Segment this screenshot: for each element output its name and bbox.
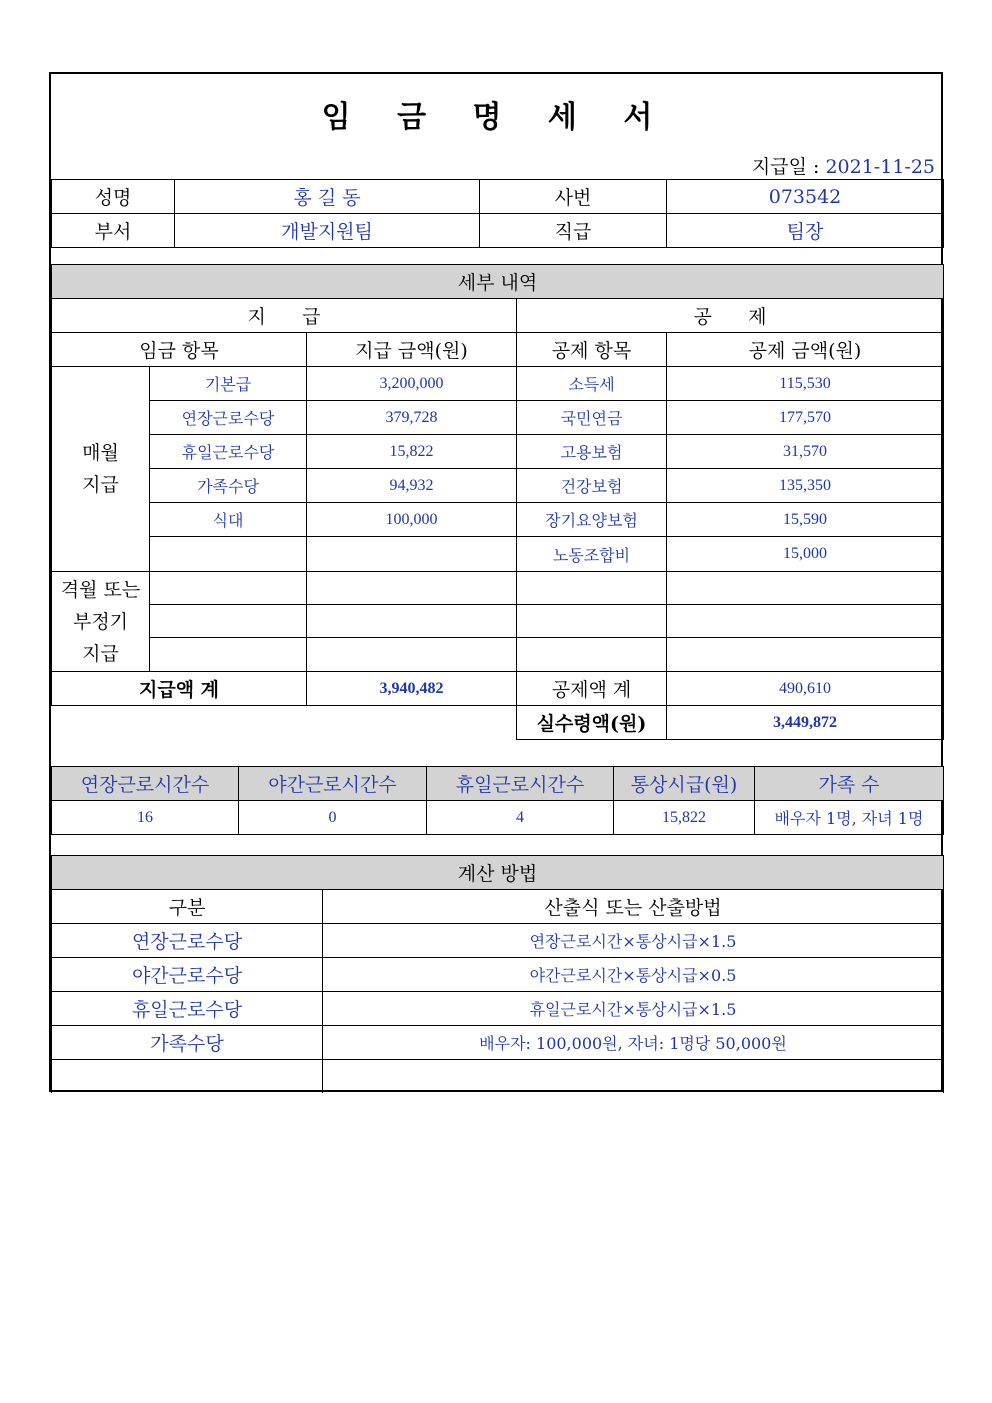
hours-value: 16 <box>52 801 239 835</box>
deduct-item-amount: 115,530 <box>667 367 944 401</box>
pay-item-name: 기본급 <box>150 367 307 401</box>
monthly-pay-label: 매월 지급 <box>52 367 150 572</box>
empty-cell <box>667 572 944 605</box>
pay-date-label: 지급일 : <box>751 156 826 178</box>
col-pay-amount: 지급 금액(원) <box>307 333 517 367</box>
total-pay-label: 지급액 계 <box>52 672 307 706</box>
net-pay-amount: 3,449,872 <box>667 706 944 740</box>
employee-rank: 팀장 <box>667 214 944 248</box>
pay-item-amount: 94,932 <box>307 469 517 503</box>
details-table <box>51 264 944 740</box>
empty-cell <box>667 605 944 638</box>
col-pay-item: 임금 항목 <box>52 333 307 367</box>
deduct-item-name: 장기요양보험 <box>517 503 667 537</box>
calc-type: 야간근로수당 <box>52 958 323 992</box>
calc-col-formula: 산출식 또는 산출방법 <box>323 890 944 924</box>
dept-label: 부서 <box>52 214 175 248</box>
col-deduct-item: 공제 항목 <box>517 333 667 367</box>
pay-item-name: 가족수당 <box>150 469 307 503</box>
empty-cell <box>517 605 667 638</box>
irregular-pay-label: 격월 또는 부정기 지급 <box>52 572 150 672</box>
calc-formula: 야간근로시간×통상시급×0.5 <box>323 958 944 992</box>
empty-cell <box>307 537 517 572</box>
pay-item-amount: 15,822 <box>307 435 517 469</box>
deduct-item-amount: 135,350 <box>667 469 944 503</box>
calc-type: 연장근로수당 <box>52 924 323 958</box>
deduct-item-name: 노동조합비 <box>517 537 667 572</box>
col-deduct-amount: 공제 금액(원) <box>667 333 944 367</box>
deduct-item-name: 국민연금 <box>517 401 667 435</box>
deduct-header: 공 제 <box>517 299 944 333</box>
empty-cell <box>667 638 944 672</box>
empty-cell <box>52 1060 323 1093</box>
deduct-item-amount: 15,590 <box>667 503 944 537</box>
empty-cell <box>307 605 517 638</box>
net-pay-label: 실수령액(원) <box>517 706 667 740</box>
deduct-item-name: 소득세 <box>517 367 667 401</box>
employee-name: 홍 길 동 <box>175 180 480 214</box>
empty-cell <box>150 605 307 638</box>
total-deduct-label: 공제액 계 <box>517 672 667 706</box>
pay-item-amount: 3,200,000 <box>307 367 517 401</box>
rank-label: 직급 <box>480 214 667 248</box>
calc-formula: 배우자: 100,000원, 자녀: 1명당 50,000원 <box>323 1026 944 1060</box>
pay-header: 지 급 <box>52 299 517 333</box>
name-label: 성명 <box>52 180 175 214</box>
pay-item-name: 휴일근로수당 <box>150 435 307 469</box>
deduct-item-amount: 15,000 <box>667 537 944 572</box>
details-section-title: 세부 내역 <box>52 265 944 299</box>
empty-cell <box>150 638 307 672</box>
deduct-item-name: 건강보험 <box>517 469 667 503</box>
hours-header: 통상시급(원) <box>614 767 755 801</box>
employee-info-table <box>51 179 944 248</box>
pay-item-amount: 100,000 <box>307 503 517 537</box>
pay-item-name: 식대 <box>150 503 307 537</box>
calc-table <box>51 855 944 1093</box>
empty-cell <box>52 706 517 740</box>
calc-type: 가족수당 <box>52 1026 323 1060</box>
empty-cell <box>307 638 517 672</box>
payslip-frame <box>49 72 943 1092</box>
hours-table <box>51 766 944 835</box>
empty-cell <box>323 1060 944 1093</box>
hours-value: 4 <box>427 801 614 835</box>
deduct-item-amount: 177,570 <box>667 401 944 435</box>
total-pay-amount: 3,940,482 <box>307 672 517 706</box>
empty-cell <box>150 572 307 605</box>
calc-type: 휴일근로수당 <box>52 992 323 1026</box>
calc-col-type: 구분 <box>52 890 323 924</box>
hours-header: 휴일근로시간수 <box>427 767 614 801</box>
hours-value: 0 <box>239 801 427 835</box>
pay-item-amount: 379,728 <box>307 401 517 435</box>
hours-header: 연장근로시간수 <box>52 767 239 801</box>
deduct-item-amount: 31,570 <box>667 435 944 469</box>
total-deduct-amount: 490,610 <box>667 672 944 706</box>
family-count-value: 배우자 1명, 자녀 1명 <box>755 801 944 835</box>
empty-cell <box>517 572 667 605</box>
calc-formula: 연장근로시간×통상시급×1.5 <box>323 924 944 958</box>
empty-cell <box>150 537 307 572</box>
empty-cell <box>517 638 667 672</box>
hours-value: 15,822 <box>614 801 755 835</box>
pay-item-name: 연장근로수당 <box>150 401 307 435</box>
pay-date-value: 2021-11-25 <box>825 156 935 178</box>
employee-id: 073542 <box>667 180 944 214</box>
calc-formula: 휴일근로시간×통상시급×1.5 <box>323 992 944 1026</box>
deduct-item-name: 고용보험 <box>517 435 667 469</box>
hours-header: 가족 수 <box>755 767 944 801</box>
document-title: 임 금 명 세 서 <box>321 100 671 135</box>
empty-cell <box>307 572 517 605</box>
pay-date <box>752 152 935 179</box>
employee-dept: 개발지원팀 <box>175 214 480 248</box>
employee-id-label: 사번 <box>480 180 667 214</box>
calc-section-title: 계산 방법 <box>52 856 944 890</box>
hours-header: 야간근로시간수 <box>239 767 427 801</box>
